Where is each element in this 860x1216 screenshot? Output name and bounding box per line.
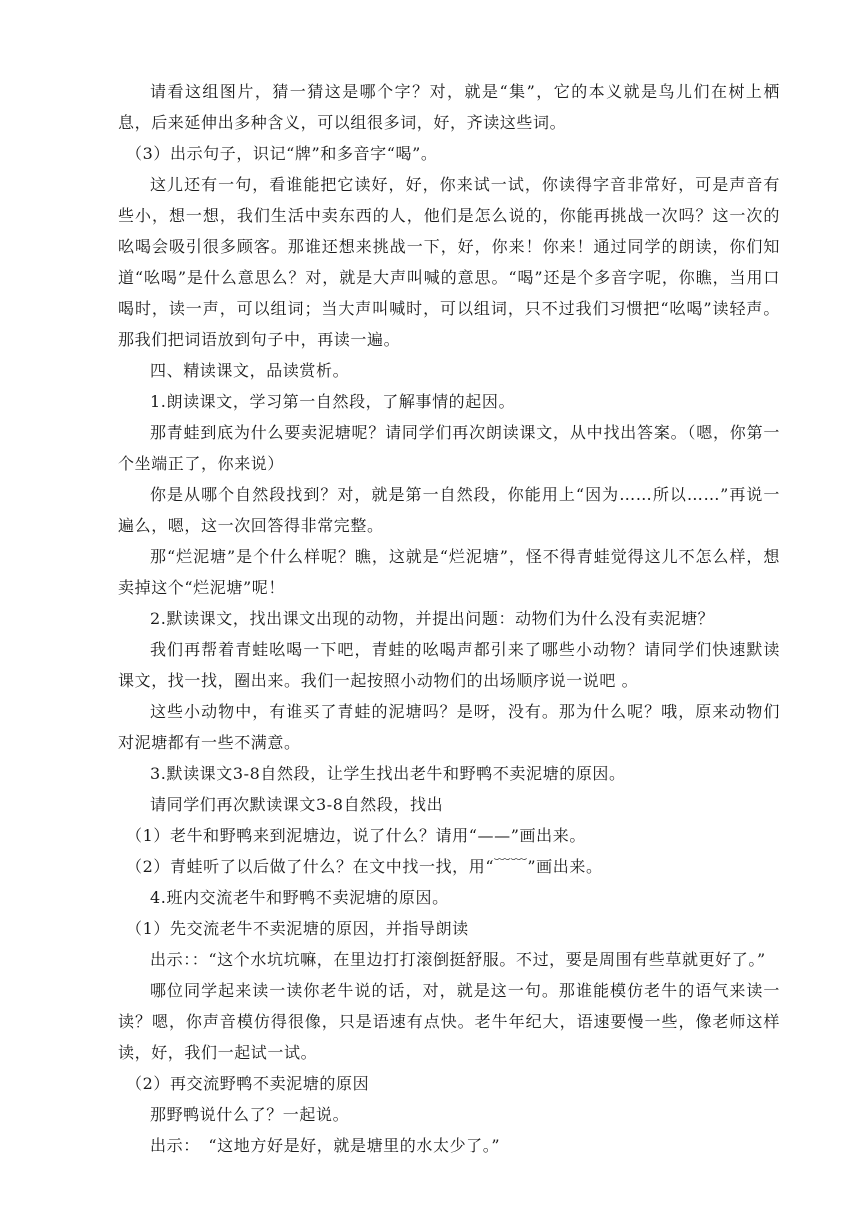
paragraph: 这些小动物中，有谁买了青蛙的泥塘吗？是呀，没有。那为什么呢？哦，原来动物们对泥塘都有一些不满意。 bbox=[118, 702, 780, 752]
section-heading: 四、精读课文，品读赏析。 bbox=[150, 361, 350, 380]
list-item: （2）青蛙听了以后做了什么？在文中找一找，用“﹋﹋”画出来。 bbox=[126, 857, 603, 876]
paragraph: 请同学们再次默读课文3-8自然段，找出 bbox=[150, 795, 444, 814]
paragraph: 哪位同学起来读一读你老牛说的话，对，就是这一句。那谁能模仿老牛的语气来读一读？嗯，你声音模仿得很像，只是语速有点快。老牛年纪大，语速要慢一些，像老师这样读，好，我们一起试一试。 bbox=[118, 981, 780, 1062]
subsection-heading: 3.默读课文3-8自然段，让学生找出老牛和野鸭不卖泥塘的原因。 bbox=[150, 764, 626, 783]
subsection-heading: 1.朗读课文，学习第一自然段，了解事情的起因。 bbox=[150, 392, 516, 411]
subsection-heading: 2.默读课文，找出课文出现的动物，并提出问题：动物们为什么没有卖泥塘？ bbox=[150, 609, 715, 628]
document-body bbox=[118, 76, 780, 1161]
paragraph: （3）出示句子，识记“牌”和多音字“喝”。 bbox=[126, 144, 438, 163]
paragraph: 请看这组图片，猜一猜这是哪个字？对，就是“集”，它的本义就是鸟儿们在树上栖息，后来延伸出多种含义，可以组很多词，好，齐读这些词。 bbox=[118, 82, 780, 132]
paragraph: 我们再帮着青蛙吆喝一下吧，青蛙的吆喝声都引来了哪些小动物？请同学们快速默读课文，找一找，圈出来。我们一起按照小动物们的出场顺序说一说吧 。 bbox=[118, 640, 780, 690]
paragraph: 这儿还有一句，看谁能把它读好，好，你来试一试，你读得字音非常好，可是声音有些小，想一想，我们生活中卖东西的人，他们是怎么说的，你能再挑战一次吗？这一次的吆喝会吸引很多顾客。那谁还想来挑战一下，好，你来！你来！通过同学的朗读，你们知道“吆喝”是什么意思么？对，就是大声叫喊的意思。“喝”还是个多音字呢，你瞧，当用口喝时，读一声，可以组词；当大声叫喊时，可以组词，只不过我们习惯把“吆喝”读轻声。那我们把词语放到句子中，再读一遍。 bbox=[118, 175, 780, 349]
list-item: （1）老牛和野鸭来到泥塘边，说了什么？请用“——”画出来。 bbox=[126, 826, 586, 845]
quote-paragraph: 出示：：“这个水坑坑嘛，在里边打打滚倒挺舒服。不过，要是周围有些草就更好了。” bbox=[150, 950, 766, 969]
list-item: （1）先交流老牛不卖泥塘的原因，并指导朗读 bbox=[126, 919, 469, 938]
paragraph: 那青蛙到底为什么要卖泥塘呢？请同学们再次朗读课文，从中找出答案。（嗯，你第一个坐端正了，你来说） bbox=[118, 423, 780, 473]
paragraph: 那“烂泥塘”是个什么样呢？瞧，这就是“烂泥塘”，怪不得青蛙觉得这儿不怎么样，想卖掉这个“烂泥塘”呢！ bbox=[118, 547, 780, 597]
quote-paragraph: 出示： “这地方好是好，就是塘里的水太少了。” bbox=[150, 1136, 501, 1155]
paragraph: 你是从哪个自然段找到？对，就是第一自然段，你能用上“因为……所以……”再说一遍么，嗯，这一次回答得非常完整。 bbox=[118, 485, 780, 535]
list-item: （2）再交流野鸭不卖泥塘的原因 bbox=[126, 1074, 370, 1093]
subsection-heading: 4.班内交流老牛和野鸭不卖泥塘的原因。 bbox=[150, 888, 449, 907]
paragraph: 那野鸭说什么了？一起说。 bbox=[150, 1105, 350, 1124]
